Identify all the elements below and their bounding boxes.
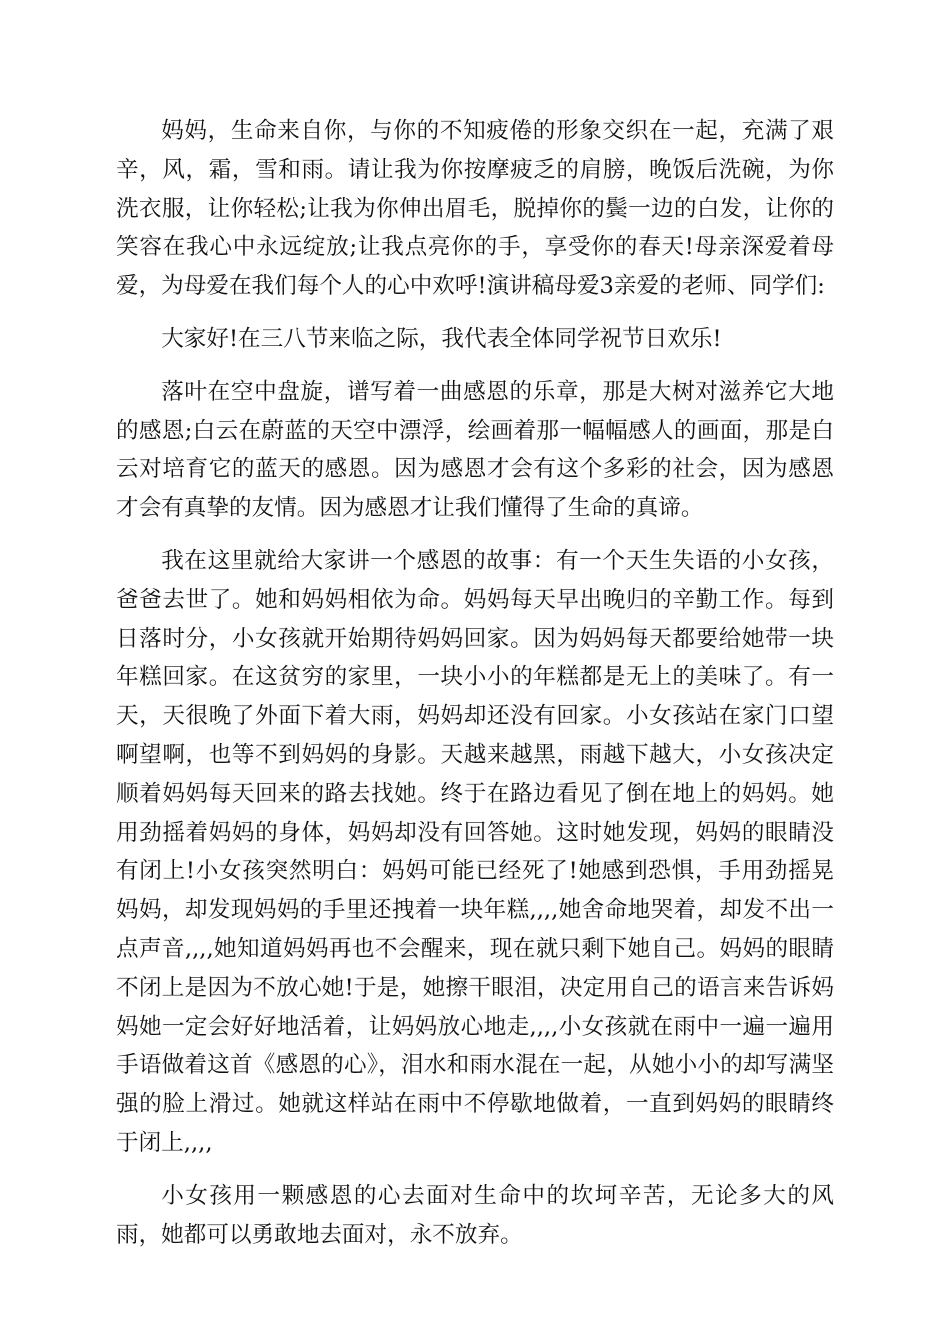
document-body: [116, 112, 834, 1254]
paragraph-greeting: 大家好!在三八节来临之际，我代表全体同学祝节日欢乐!: [161, 325, 722, 352]
paragraph-conclusion: 小女孩用一颗感恩的心去面对生命中的坎坷辛苦，无论多大的风雨，她都可以勇敢地去面对，永不放弃。: [116, 1182, 834, 1248]
paragraph-mother-tribute: 妈妈，生命来自你，与你的不知疲倦的形象交织在一起，充满了艰辛，风，霜，雪和雨。请让我为你按摩疲乏的肩膀，晚饭后洗碗，为你洗衣服，让你轻松;让我为你伸出眉毛，脱掉你的鬓一边的白发，让你的笑容在我心中永远绽放;让我点亮你的手，享受你的春天!母亲深爱着母爱，为母爱在我们每个人的心中欢呼!演讲稿母爱3亲爱的老师、同学们:: [116, 118, 834, 300]
paragraph-girl-story: 我在这里就给大家讲一个感恩的故事：有一个天生失语的小女孩，爸爸去世了。她和妈妈相依为命。妈妈每天早出晚归的辛勤工作。每到日落时分，小女孩就开始期待妈妈回家。因为妈妈每天都要给她带一块年糕回家。在这贫穷的家里，一块小小的年糕都是无上的美味了。有一天，天很晚了外面下着大雨，妈妈却还没有回家。小女孩站在家门口望啊望啊，也等不到妈妈的身影。天越来越黑，雨越下越大，小女孩决定顺着妈妈每天回来的路去找她。终于在路边看见了倒在地上的妈妈。她用劲摇着妈妈的身体，妈妈却没有回答她。这时她发现，妈妈的眼睛没有闭上!小女孩突然明白：妈妈可能已经死了!她感到恐惧，手用劲摇晃妈妈，却发现妈妈的手里还拽着一块年糕,,,,她舍命地哭着，却发不出一点声音,,,,她知道妈妈再也不会醒来，现在就只剩下她自己。妈妈的眼睛不闭上是因为不放心她!于是，她擦干眼泪，决定用自己的语言来告诉妈妈她一定会好好地活着，让妈妈放心地走,,,,小女孩就在雨中一遍一遍用手语做着这首《感恩的心》，泪水和雨水混在一起，从她小小的却写满坚强的脸上滑过。她就这样站在雨中不停歇地做着，一直到妈妈的眼睛终于闭上,,,,: [116, 547, 834, 1156]
paragraph-gratitude-nature: 落叶在空中盘旋，谱写着一曲感恩的乐章，那是大树对滋养它大地的感恩;白云在蔚蓝的天空中漂浮，绘画着那一幅幅感人的画面，那是白云对培育它的蓝天的感恩。因为感恩才会有这个多彩的社会，因为感恩才会有真挚的友情。因为感恩才让我们懂得了生命的真谛。: [116, 378, 834, 522]
